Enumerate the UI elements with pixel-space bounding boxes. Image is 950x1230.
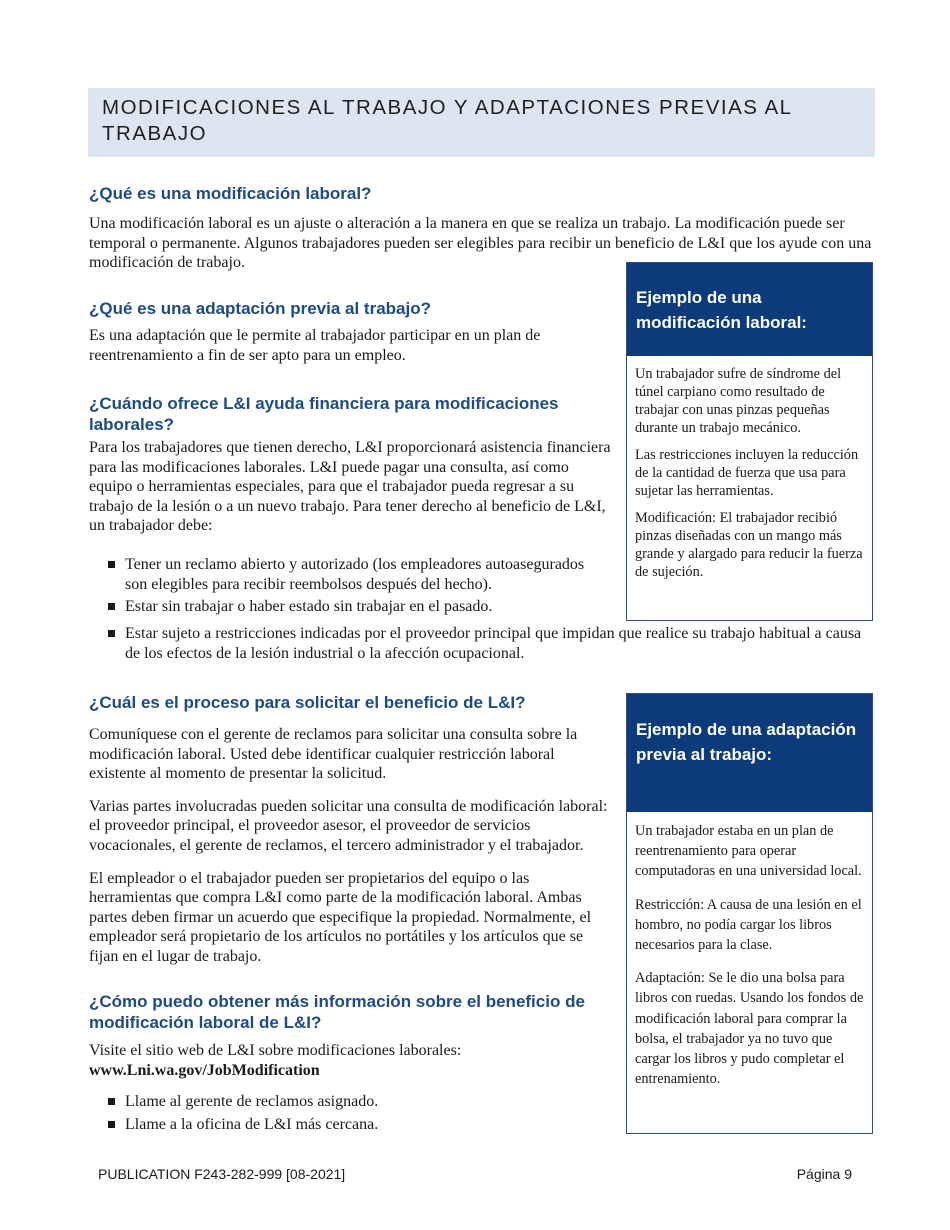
bullet-square-icon bbox=[108, 603, 115, 610]
section-heading: ¿Qué es una adaptación previa al trabajo? bbox=[89, 299, 431, 318]
section-process bbox=[89, 692, 614, 967]
box-header: Ejemplo de una modificación laboral: bbox=[627, 263, 872, 356]
section-more-info bbox=[89, 991, 614, 1134]
publication-number: PUBLICATION F243-282-999 [08-2021] bbox=[98, 1166, 346, 1182]
list-item: Estar sujeto a restricciones indicadas por el proveedor principal que impidan que realice su trabajo habitual a causa de los efectos de la lesión industrial o la afección ocupacional. bbox=[89, 624, 873, 663]
page-banner bbox=[88, 88, 875, 157]
contact-list bbox=[89, 1092, 614, 1134]
box-body bbox=[627, 356, 872, 581]
box-paragraph: Un trabajador estaba en un plan de reentrenamiento para operar computadoras en una universidad local. bbox=[635, 823, 862, 880]
page-number: Página 9 bbox=[796, 1166, 852, 1182]
list-item: Llame a la oficina de L&I más cercana. bbox=[89, 1115, 614, 1135]
section-text: Visite el sitio web de L&I sobre modificaciones laborales: bbox=[89, 1042, 462, 1059]
example-box-modification bbox=[626, 262, 873, 621]
list-item: Tener un reclamo abierto y autorizado (los empleadores autoasegurados son elegibles para recibir reembolsos después del hecho). bbox=[89, 555, 609, 594]
eligibility-list-wide bbox=[89, 624, 873, 663]
box-header: Ejemplo de una adaptación previa al trabajo: bbox=[627, 694, 872, 812]
list-item: Llame al gerente de reclamos asignado. bbox=[89, 1092, 614, 1112]
section-heading: ¿Cuál es el proceso para solicitar el beneficio de L&I? bbox=[89, 693, 526, 712]
section-text: Es una adaptación que le permite al trabajador participar en un plan de reentrenamiento a fin de ser apto para un empleo. bbox=[89, 327, 541, 364]
bullet-square-icon bbox=[108, 1121, 115, 1128]
list-item: Estar sin trabajar o haber estado sin trabajar en el pasado. bbox=[89, 597, 609, 617]
section-paragraph: Comuníquese con el gerente de reclamos para solicitar una consulta sobre la modificación laboral. Usted debe identificar cualquier restricción laboral existente al momento de presentar la solicitud. bbox=[89, 726, 578, 783]
section-heading: ¿Qué es una modificación laboral? bbox=[89, 184, 372, 203]
example-box-adaptation bbox=[626, 693, 873, 1134]
box-paragraph: Adaptación: Se le dio una bolsa para libros con ruedas. Usando los fondos de modificación laboral para comprar la bolsa, el trabajador ya no tuvo que cargar los libros y pudo completar el entrenamiento. bbox=[635, 970, 864, 1088]
box-paragraph: Las restricciones incluyen la reducción de la cantidad de fuerza que usa para sujetar las herramientas. bbox=[635, 447, 859, 499]
section-text: Una modificación laboral es un ajuste o alteración a la manera en que se realiza un trabajo. La modificación puede ser temporal o permanente. Algunos trabajadores pueden ser elegibles para recibir un beneficio de L&I que los ayude con una modificación de trabajo. bbox=[89, 215, 872, 272]
website-link[interactable]: www.Lni.wa.gov/JobModification bbox=[89, 1061, 320, 1079]
section-paragraph: El empleador o el trabajador pueden ser propietarios del equipo o las herramientas que compra L&I como parte de la modificación laboral. Ambas partes deben firmar un acuerdo que especifique la propiedad. Normalmente, el empleador será propietario de los artículos no portátiles y los artículos que se fijan en el lugar de trabajo. bbox=[89, 869, 592, 965]
section-what-is-adaptation bbox=[89, 298, 614, 365]
section-heading: ¿Cómo puedo obtener más información sobre el beneficio de modificación laboral de L&I? bbox=[89, 992, 585, 1032]
page-title: MODIFICACIONES AL TRABAJO Y ADAPTACIONES PREVIAS AL TRABAJO bbox=[102, 96, 792, 145]
section-what-is-modification bbox=[89, 183, 873, 273]
eligibility-list bbox=[89, 555, 609, 617]
section-heading: ¿Cuándo ofrece L&I ayuda financiera para modificaciones laborales? bbox=[89, 394, 559, 434]
box-paragraph: Un trabajador sufre de síndrome del túnel carpiano como resultado de trabajar con unas pinzas pequeñas durante un trabajo mecánico. bbox=[635, 366, 842, 436]
section-when-financial-help bbox=[89, 393, 614, 536]
section-text: Para los trabajadores que tienen derecho, L&I proporcionará asistencia financiera para las modificaciones laborales. L&I puede pagar una consulta, así como equipo o herramientas especiales, para que el trabajador pueda regresar a su trabajo de la lesión o a un nuevo trabajo. Para tener derecho al beneficio de L&I, un trabajador debe: bbox=[89, 439, 611, 535]
bullet-square-icon bbox=[108, 630, 115, 637]
bullet-square-icon bbox=[108, 1098, 115, 1105]
bullet-square-icon bbox=[108, 561, 115, 568]
section-paragraph: Varias partes involucradas pueden solicitar una consulta de modificación laboral: el proveedor principal, el proveedor asesor, el proveedor de servicios vocacionales, el gerente de reclamos, el tercero administrador y el trabajador. bbox=[89, 797, 608, 854]
box-paragraph: Modificación: El trabajador recibió pinzas diseñadas con un mango más grande y alargado para reducir la fuerza de sujeción. bbox=[635, 510, 863, 580]
box-paragraph: Restricción: A causa de una lesión en el hombro, no podía cargar los libros necesarios para la clase. bbox=[635, 896, 862, 954]
box-body bbox=[627, 812, 872, 1089]
